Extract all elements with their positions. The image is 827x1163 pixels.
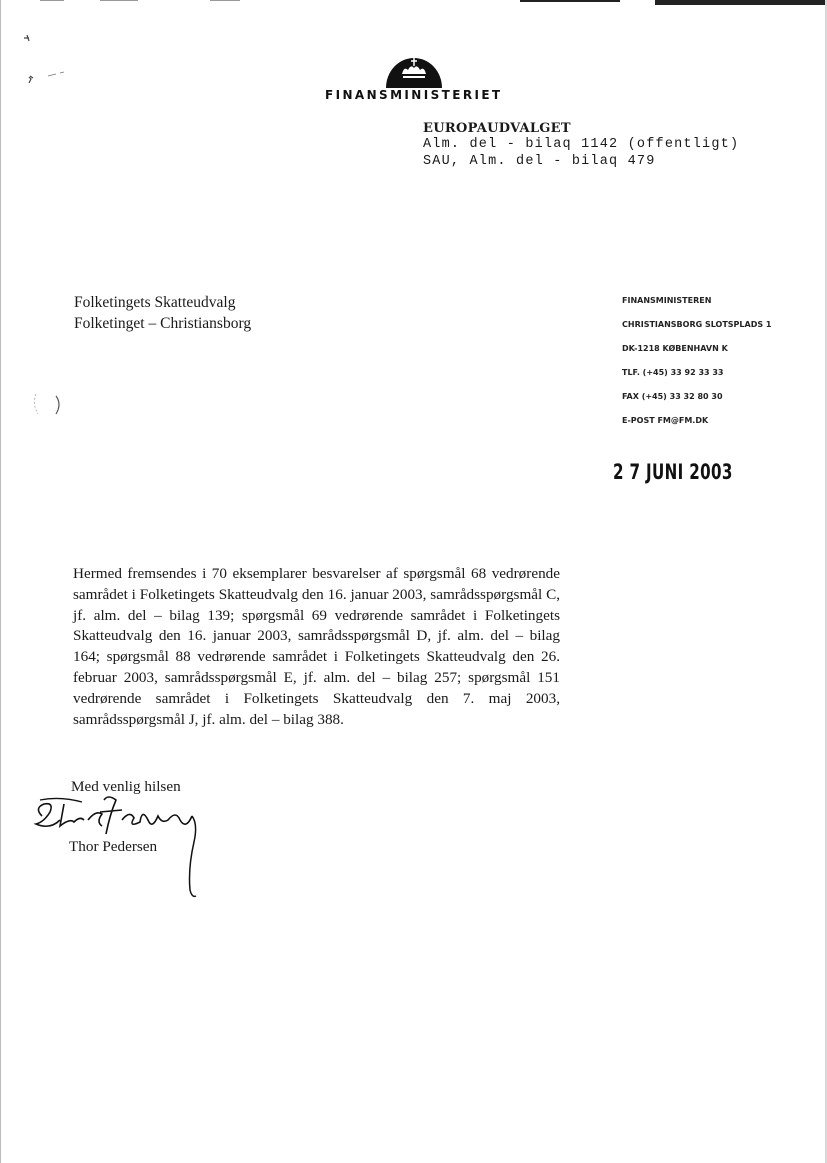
page-left-edge: [0, 0, 1, 1163]
sender-street: CHRISTIANSBORG SLOTSPLADS 1: [622, 320, 772, 329]
recipient-line: Folketingets Skatteudvalg: [74, 294, 236, 311]
ministry-name: FINANSMINISTERIET: [325, 88, 503, 102]
reference-block: [423, 121, 739, 170]
scan-edge-mark: [40, 0, 64, 1]
scan-edge-mark: [520, 0, 620, 2]
signer-name: Thor Pedersen: [69, 838, 158, 855]
closing-greeting: Med venlig hilsen: [71, 778, 181, 795]
sender-postal: DK-1218 KØBENHAVN K: [622, 344, 728, 353]
scan-edge-mark: [100, 0, 138, 1]
sender-address: [622, 296, 771, 440]
sender-fax: FAX (+45) 33 32 80 30: [622, 392, 723, 401]
crown-icon: [384, 52, 444, 88]
scan-smudge: [28, 384, 68, 424]
sender-name: FINANSMINISTEREN: [622, 296, 712, 305]
committee-title: EUROPAUDVALGET: [423, 121, 571, 136]
recipient-address: [74, 292, 251, 334]
sender-phone: TLF. (+45) 33 92 33 33: [622, 368, 724, 377]
scan-speck-marks: [18, 30, 78, 100]
letter-body: Hermed fremsendes i 70 eksemplarer besvarelser af spørgsmål 68 vedrørende samrådet i Folketingets Skatteudvalg den 16. januar 2003, samrådsspørgsmål C, jf. alm. del – bilag 139; spørgsmål 69 vedrørende samrådet i Folketingets Skatteudvalg den 16. januar 2003, samrådsspørgsmål D, jf. alm. del – bilag 164; spørgsmål 88 vedrørende samrådet i Folketingets Skatteudvalg den 26. februar 2003, samrådsspørgsmål E, jf. alm. del – bilag 257; spørgsmål 151 vedrørende samrådet i Folketingets Skatteudvalg den 7. maj 2003, samrådsspørgsmål J, jf. alm. del – bilag 388.: [73, 565, 560, 728]
sender-email: E-POST FM@FM.DK: [622, 416, 709, 425]
reference-line: Alm. del - bilaq 1142 (offentligt): [423, 137, 740, 152]
date-stamp: 2 7 JUNI 2003: [613, 460, 733, 484]
reference-line: SAU, Alm. del - bilaq 479: [423, 154, 656, 169]
scan-edge-mark: [210, 0, 240, 1]
scan-edge-mark: [655, 0, 827, 5]
recipient-line: Folketinget – Christiansborg: [74, 315, 252, 332]
